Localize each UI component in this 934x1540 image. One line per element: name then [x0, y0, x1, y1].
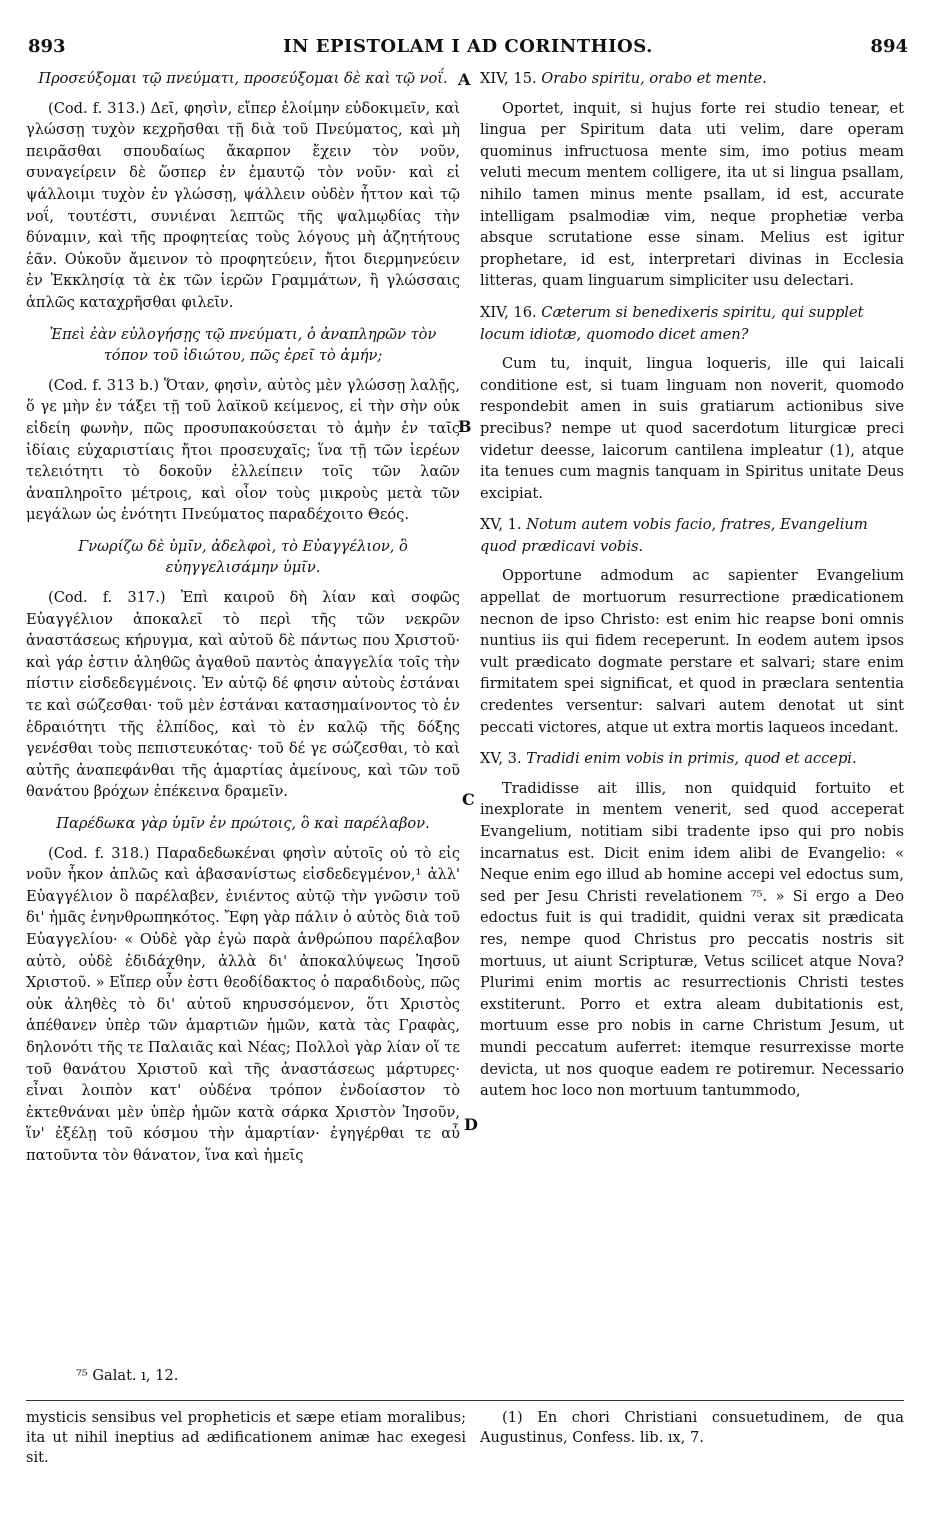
verse-reference: XIV, 15.	[480, 70, 537, 87]
greek-section	[26, 536, 460, 803]
latin-paragraph: Oportet, inquit, si hujus forte rei studio tenear, et lingua per Spiritum data uti velim, dare operam quominus infructuosa mente sim, imo potius meam veluti mecum mentem colligere, ita ut si lingua psallam, nihilo tamen minus mente psallam, id est, accurate intelligam psalmodiæ vim, neque prophetiæ verba absque scrutatione esse sinam. Melius est igitur prophetare, id est, interpretari divinas in Ecclesia litteras, quam linguarum simpliciter usu delectari.	[480, 99, 904, 290]
bottom-note-right	[480, 1408, 904, 1448]
bottom-note-left-text: mysticis sensibus vel propheticis et sæpe etiam moralibus; ita ut nihil ineptius ad ædificationem animæ hac exegesi sit.	[26, 1409, 466, 1466]
greek-paragraph: (Cod. f. 313.) Δεῖ, φησὶν, εἴπερ ἐλοίμην εὐδοκιμεῖν, καὶ γλώσσῃ τυχὸν κεχρῆσθαι τῇ διὰ τοῦ Πνεύματος, καὶ μὴ πειρᾶσθαι σπουδαίως ἄκαρπον ἔχειν τὸν νοῦν, συναγείρειν δὲ ὥσπερ ἐν ἐμαυτῷ τὸν νοῦν· καὶ εἰ ψάλλοιμι τυχὸν ἐν γλώσσῃ, ψάλλειν οὐδὲν ἧττον καὶ τῷ νοΐ, τουτέστι, συνιέναι λεπτῶς τῆς ψαλμῳδίας τὴν δύναμιν, καὶ τῆς προφητείας τοὺς λόγους μὴ ἀζητήτους ἐᾶν. Οὐκοῦν ἄμεινον τὸ προφητεύειν, ἤτοι διερμηνεύειν ἐν Ἐκκλησίᾳ τὰ ἐκ τῶν ἱερῶν Γραμμάτων, ἢ γλώσσαις ἁπλῶς καταχρῆσθαι φιλεῖν.	[26, 99, 460, 311]
latin-lemma	[480, 748, 904, 770]
latin-lemma-text: Tradidi enim vobis in primis, quod et accepi.	[526, 750, 857, 768]
latin-section	[480, 302, 904, 504]
bottom-note-left	[26, 1408, 466, 1468]
verse-reference: XV, 1.	[480, 516, 522, 534]
latin-section	[480, 514, 904, 738]
running-title: IN EPISTOLAM I AD CORINTHIOS.	[283, 36, 653, 57]
footnote-divider	[26, 1400, 904, 1401]
greek-paragraph: (Cod. f. 313 b.) Ὅταν, φησὶν, αὐτὸς μὲν γλώσσῃ λαλῇς, ὅ γε μὴν ἐν τάξει τῇ τοῦ λαϊκοῦ κείμενος, εἰ τὴν σὴν οὐκ εἰδείη φωνὴν, πῶς προσυπακούσεται τὸ ἀμὴν ἐν ταῖς ἰδίαις εὐχαριστίαις ἤτοι προσευχαῖς; ἵνα τῇ τῶν ἱερέων τελειότητι τὸ δοκοῦν ἐλλείπειν τοῖς τῶν λαῶν ἀναπληροῖτο μέτροις, καὶ οἷον τοὺς μικροὺς μετὰ τῶν μεγάλων ὡς ἑνότητι Πνεύματος παραδέχοιτο Θεός.	[26, 376, 460, 524]
latin-lemma	[480, 514, 904, 557]
right-page-number: 894	[870, 36, 908, 57]
margin-marker-d: D	[464, 1115, 478, 1134]
latin-section	[480, 748, 904, 1102]
greek-lemma: Γνωρίζω δὲ ὑμῖν, ἀδελφοὶ, τὸ Εὐαγγέλιον, ὃ εὐηγγελισάμην ὑμῖν.	[78, 537, 408, 577]
latin-lemma-text: Orabo spiritu, orabo et mente.	[541, 70, 767, 87]
margin-marker-c: C	[462, 790, 475, 809]
latin-lemma	[480, 302, 904, 345]
latin-lemma-text: Cæterum si benedixeris spiritu, qui supplet locum idiotæ, quomodo dicet amen?	[480, 303, 864, 343]
margin-marker-b: B	[458, 417, 472, 436]
latin-paragraph: Opportune admodum ac sapienter Evangelium appellat de mortuorum resurrectione prædicationem necnon de ipso Christo: est enim hic reapse boni omnis nuntius iis qui fidem receperunt. In eodem autem ipsos vult prædicato dogmate perstare et salvari; stare enim firmitatem spei significat, et quod in præclara sententia credentes versentur: salvari autem denotat ut sint peccati victores, atque ut extra mortis laqueos incedant.	[480, 567, 904, 736]
latin-column	[480, 68, 904, 1112]
latin-paragraph: Tradidisse ait illis, non quidquid fortuito et inexplorate in mentem venerit, sed quod acceperat Evangelium, notitiam sibi tradente ipso qui pro nobis incarnatus est. Dicit enim idem alibi de Evangelio: « Neque enim ego illud ab homine accepi vel edoctus sum, sed per Jesu Christi revelationem ⁷⁵. » Si ergo a Deo edoctus fuit is qui tradidit, quidni verax sit prædicata res, nempe quod Christus pro peccatis nostris sit mortuus, ut aiunt Scripturæ, Vetus scilicet atque Nova? Plurimi enim mortis ac resurrectionis Christi testes exstiterunt. Porro et extra aleam dubitationis est, mortuum esse pro nobis in carne Christum Jesum, ut mundi peccatum auferret: itemque resurrexisse morte devicta, ut nos quoque eadem re potiremur. Necessario autem hoc loco non mortuum tantummodo,	[480, 779, 904, 1100]
latin-lemma	[480, 68, 904, 90]
page-header	[28, 36, 908, 60]
verse-reference: XIV, 16.	[480, 303, 537, 321]
margin-marker-a: A	[458, 70, 471, 89]
greek-lemma: Ἐπεὶ ἐὰν εὐλογήσῃς τῷ πνεύματι, ὁ ἀναπληρῶν τὸν τόπον τοῦ ἰδιώτου, πῶς ἐρεῖ τὸ ἀμήν;	[49, 325, 437, 365]
greek-section	[26, 68, 460, 314]
greek-paragraph: (Cod. f. 317.) Ἐπὶ καιροῦ δὴ λίαν καὶ σοφῶς Εὐαγγέλιον ἀποκαλεῖ τὸ περὶ τῆς τῶν νεκρῶν ἀναστάσεως κήρυγμα, καὶ αὐτοῦ δὲ πάντως που Χριστοῦ· καὶ γάρ ἐστιν ἀληθῶς ἀγαθοῦ παντὸς ἀπαγγελία τοῖς τὴν πίστιν εἰσδεδεγμένοις. Ἐν αὐτῷ δέ φησιν αὐτοὺς ἑστάναι τε καὶ σώζεσθαι· τοῦ μὲν ἑστάναι κατασημαίνοντος τὸ ἐν ἑδραιότητι τῆς ἐλπίδος, καὶ τὸ ἐν καλῷ τῆς δόξης γενέσθαι τοὺς πεπιστευκότας· τοῦ δέ γε σώζεσθαι, τὸ καὶ αὐτῆς ἀναπεφάνθαι τῆς ἁμαρτίας ἀμείνους, καὶ τῶν τοῦ θανάτου βρόχων ἐπέκεινα δραμεῖν.	[26, 589, 460, 801]
latin-paragraph: Cum tu, inquit, lingua loqueris, ille qui laicali conditione est, si tuam linguam non noverit, quomodo respondebit amen in suis gratiarum actionibus sive precibus? nempe ut quod sacerdotum liturgicæ preci videtur deesse, laicorum cantilena impleatur (1), atque ita tenues cum magnis tanquam in Spiritus unitate Deus excipiat.	[480, 355, 904, 502]
latin-lemma-text: Notum autem vobis facio, fratres, Evangelium quod prædicavi vobis.	[480, 516, 868, 555]
latin-section	[480, 68, 904, 292]
greek-lemma: Προσεύξομαι τῷ πνεύματι, προσεύξομαι δὲ καὶ τῷ νοΐ.	[38, 70, 448, 87]
greek-lemma: Παρέδωκα γὰρ ὑμῖν ἐν πρώτοις, ὃ καὶ παρέλαβον.	[56, 815, 430, 832]
verse-reference: XV, 3.	[480, 750, 522, 768]
greek-section	[26, 324, 460, 526]
bottom-note-right-text: (1) En chori Christiani consuetudinem, de qua Augustinus, Confess. lib. ıx, 7.	[480, 1409, 904, 1446]
greek-paragraph: (Cod. f. 318.) Παραδεδωκέναι φησὶν αὐτοῖς οὐ τὸ εἰς νοῦν ἧκον ἁπλῶς καὶ ἀβασανίστως εἰσδεδεγμένον,¹ ἀλλ' Εὐαγγέλιον ὃ παρέλαβεν, ἐνιέντος αὐτῷ τὴν γνῶσιν τοῦ δι' ἡμᾶς ἐνηνθρωπηκότος. Ἔφη γὰρ πάλιν ὁ αὐτὸς διὰ τοῦ Εὐαγγελίου· « Οὐδὲ γὰρ ἐγὼ παρὰ ἀνθρώπου παρέλαβον αὐτὸ, οὐδὲ ἐδιδάχθην, ἀλλὰ δι' ἀποκαλύψεως Ἰησοῦ Χριστοῦ. » Εἴπερ οὖν ἐστι θεοδίδακτος ὁ παραδιδοὺς, πῶς οὐκ ἀληθὲς τὸ δι' αὐτοῦ κηρυσσόμενον, ὅτι Χριστὸς ἀπέθανεν ὑπὲρ τῶν ἁμαρτιῶν ἡμῶν, κατὰ τὰς Γραφὰς, δηλονότι τῆς τε Παλαιᾶς καὶ Νέας; Πολλοὶ γὰρ λίαν οἵ τε τοῦ θανάτου Χριστοῦ καὶ τῆς ἀναστάσεως μάρτυρες· εἶναι λοιπὸν κατ' οὐδένα τρόπον ἐνδοίαστον τὸ ἐκτεθνάναι μὲν ὑπὲρ ἡμῶν κατὰ σάρκα Χριστὸν Ἰησοῦν, ἵν' ἐξέλῃ τοῦ κόσμου τὴν ἁμαρτίαν· ἐγηγέρθαι τε αὖ πατοῦντα τὸν θάνατον, ἵνα καὶ ἡμεῖς	[26, 844, 460, 1164]
left-page-number: 893	[28, 36, 66, 57]
footnote-galatians: ⁷⁵ Galat. ı, 12.	[76, 1367, 179, 1384]
greek-column	[26, 68, 460, 1177]
greek-section	[26, 813, 460, 1167]
